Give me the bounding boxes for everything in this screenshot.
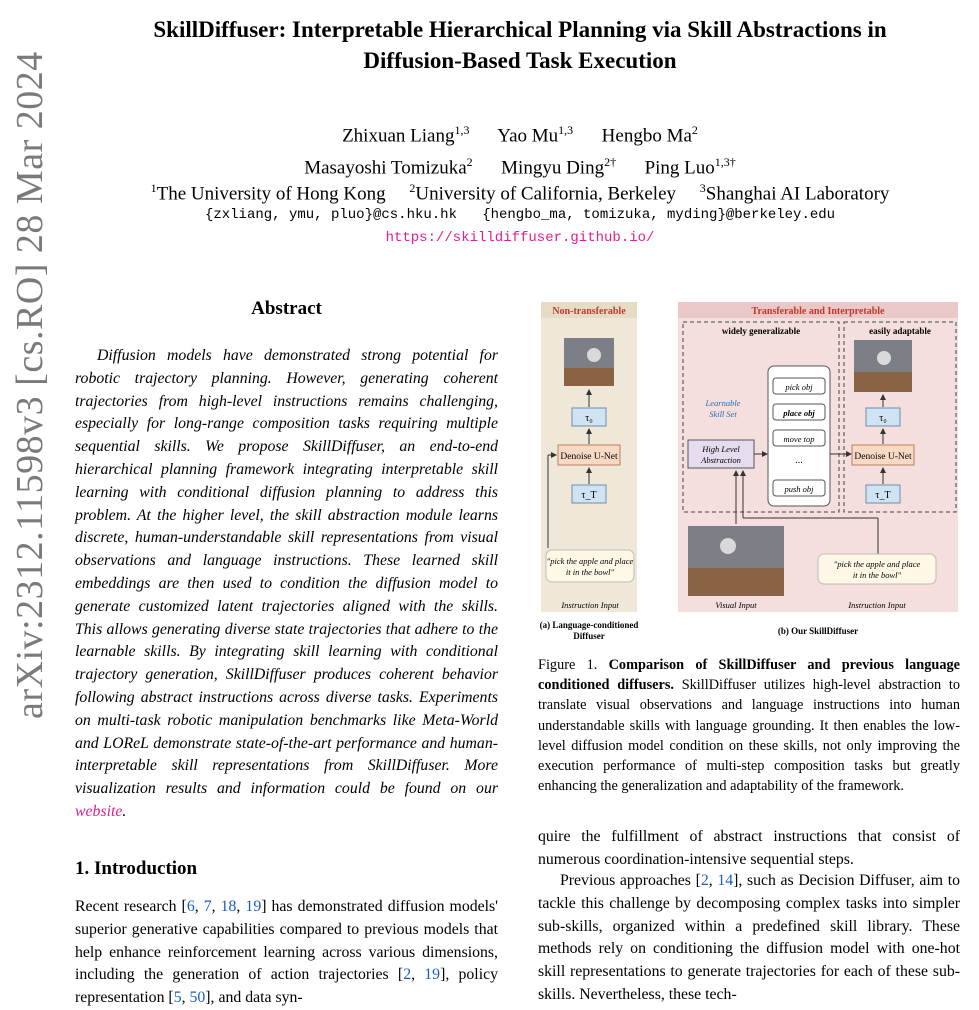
learnable-label: Learnable	[705, 398, 741, 408]
tau0-label-b: τ₀	[879, 413, 887, 424]
instruction-text-a2: it in the bowl"	[565, 567, 615, 577]
skill-ellipsis: ...	[795, 455, 803, 466]
robot-arm-b	[877, 351, 891, 365]
citation-link[interactable]: 6	[186, 898, 195, 915]
abstract-end: .	[122, 802, 127, 820]
citation-link[interactable]: 14	[717, 872, 734, 889]
skill-label: move top	[783, 434, 815, 444]
panel-a-label-2: Diffuser	[573, 631, 605, 641]
author-affil-mark: 2†	[604, 155, 617, 170]
skill-set-label: Skill Set	[709, 409, 737, 419]
high-level-label-1: High Level	[702, 444, 740, 454]
citation-link[interactable]: 7	[203, 898, 212, 915]
author-name: Hengbo Ma	[601, 125, 692, 147]
instruction-input-label-b: Instruction Input	[848, 600, 906, 610]
citation-link[interactable]: 5	[173, 989, 182, 1007]
affiliation: Shanghai AI Laboratory	[705, 183, 890, 205]
robot-table-a	[564, 368, 614, 386]
panel-b-header: Transferable and Interpretable	[751, 306, 885, 317]
affil-mark: 3	[699, 181, 706, 195]
arxiv-identifier: arXiv:2312.11598v3 [cs.RO] 28 Mar 2024	[9, 51, 51, 719]
instruction-text-b1: "pick the apple and place	[833, 559, 921, 569]
author-name: Ping Luo	[644, 157, 715, 179]
robot-arm-a	[587, 348, 601, 362]
caption-title: Comparison of SkillDiffuser and previous language conditioned diffusers.	[538, 657, 960, 694]
robot-table-b	[854, 372, 912, 392]
panel-a-header: Non-transferable	[552, 306, 626, 317]
visual-input-robot	[720, 538, 736, 554]
easily-adaptable-label: easily adaptable	[869, 326, 931, 336]
author-list	[70, 117, 970, 182]
abstract-text: Diffusion models have demonstrated strong potential for robotic trajectory planning. However, generating coherent trajectories from high-level instructions remains challenging, especially for long-range composition tasks requiring multiple sequential skills. We propose SkillDiffuser, an end-to-end hierarchical planning framework integrating interpretable skill learning with conditional diffusion planning to address this problem. At the higher level, the skill abstraction module learns discrete, human-understandable skill representations from visual observations and language instructions. These learned skill embeddings are then used to condition the diffusion model to generate customized latent trajectories aligned with the skills. This allows generating diverse state trajectories that adhere to the learnable skills. By integrating skill learning with conditional trajectory generation, SkillDiffuser produces coherent behavior following abstract instructions across diverse tasks. Experiments on multi-task robotic manipulation benchmarks like Meta-World and LOReL demonstrate state-of-the-art performance and human-interpretable skill representations from SkillDiffuser. More visualization results and information could be found on our	[75, 347, 498, 798]
tau0-label-a: τ₀	[585, 413, 593, 424]
affiliation: University of California, Berkeley	[415, 183, 677, 205]
paper-title	[70, 14, 970, 76]
title-line-2: Diffusion-Based Task Execution	[363, 48, 677, 73]
instruction-box-a	[546, 550, 634, 582]
tauT-label-a: τ_T	[581, 490, 597, 501]
denoise-label-b: Denoise U-Net	[854, 452, 912, 462]
author-affil-mark: 1,3	[454, 123, 470, 137]
high-level-label-2: Abstraction	[701, 455, 741, 465]
right-column-paragraph-2: Previous approaches [2, 14], such as Decision Diffuser, aim to tackle this challenge by decomposing complex tasks into simpler sub-skills, organized within a predefined skill library. These methods rely on conditioning the diffusion model with one-hot skill representations to generate trajectories for each of these sub-skills. Nevertheless, these tech-	[538, 872, 960, 1003]
caption-prefix: Figure 1.	[538, 657, 609, 673]
introduction-paragraph: Recent research [6, 7, 18, 19] has demonstrated diffusion models' superior generative capabilities compared to previous models that help enhance reinforcement learning across various dimensions, including the generation of action trajectories [2, 19], policy representation [5, 50], and data syn-	[75, 898, 499, 1007]
author-name: Masayoshi Tomizuka	[304, 157, 467, 179]
skill-label: place obj	[783, 408, 815, 418]
panel-b-label: (b) Our SkillDiffuser	[777, 626, 859, 636]
widely-generalizable-label: widely generalizable	[721, 326, 801, 336]
citation-link[interactable]: 19	[424, 966, 441, 984]
author-name: Zhixuan Liang	[342, 125, 455, 147]
citation-link[interactable]: 50	[189, 989, 206, 1007]
section-heading-introduction: 1. Introduction	[75, 858, 198, 879]
website-link[interactable]: website	[75, 802, 123, 820]
author-affil-mark: 2	[466, 155, 473, 170]
affiliations	[70, 175, 970, 207]
author-name: Mingyu Ding	[501, 157, 605, 179]
visual-input-table	[688, 568, 784, 596]
citation-link[interactable]: 2	[700, 872, 709, 889]
affil-mark: 2	[409, 181, 416, 195]
citation-link[interactable]: 2	[403, 966, 412, 984]
author-affil-mark: 2	[691, 123, 698, 137]
author-name: Yao Mu	[497, 125, 559, 147]
author-emails	[70, 205, 970, 225]
panel-a-label-1: (a) Language-conditioned	[539, 620, 639, 630]
tauT-label-b: τ_T	[875, 490, 891, 501]
skill-label: pick obj	[785, 382, 813, 392]
affiliation: The University of Hong Kong	[156, 183, 386, 205]
abstract-body	[75, 345, 498, 824]
instruction-input-label-a: Instruction Input	[561, 600, 619, 610]
skill-label: push obj	[784, 484, 814, 494]
citation-link[interactable]: 19	[245, 898, 262, 915]
email-berkeley: {hengbo_ma, tomizuka, myding}@berkeley.edu	[482, 207, 836, 223]
affil-mark: 1	[150, 181, 157, 195]
denoise-label-a: Denoise U-Net	[560, 452, 618, 462]
title-line-1: SkillDiffuser: Interpretable Hierarchical Planning via Skill Abstractions in	[153, 17, 887, 42]
author-affil-mark: 1,3	[558, 123, 574, 137]
caption-text: SkillDiffuser utilizes high-level abstraction to translate visual observations and language instructions into human understandable skills with language grounding. It then enables the low-level diffusion model condition on these skills, not only improving the execution performance of multi-step composition tasks but greatly enhancing the generalization and adaptability of the framework.	[538, 677, 960, 795]
figure-1	[538, 298, 962, 642]
email-hku: {zxliang, ymu, pluo}@cs.hku.hk	[204, 207, 457, 223]
instruction-text-a1: "pick the apple and place	[546, 556, 634, 566]
visual-input-label: Visual Input	[715, 600, 757, 610]
author-affil-mark: 1,3†	[714, 155, 736, 170]
figure-1-caption	[538, 655, 960, 796]
instruction-text-b2: it in the bowl"	[852, 570, 902, 580]
right-column-paragraph-1: quire the fulfillment of abstract instructions that consist of numerous coordination-intensive sequential steps.	[538, 828, 960, 868]
citation-link[interactable]: 18	[220, 898, 237, 915]
abstract-heading: Abstract	[251, 298, 322, 319]
project-website-link[interactable]: https://skilldiffuser.github.io/	[385, 230, 655, 246]
